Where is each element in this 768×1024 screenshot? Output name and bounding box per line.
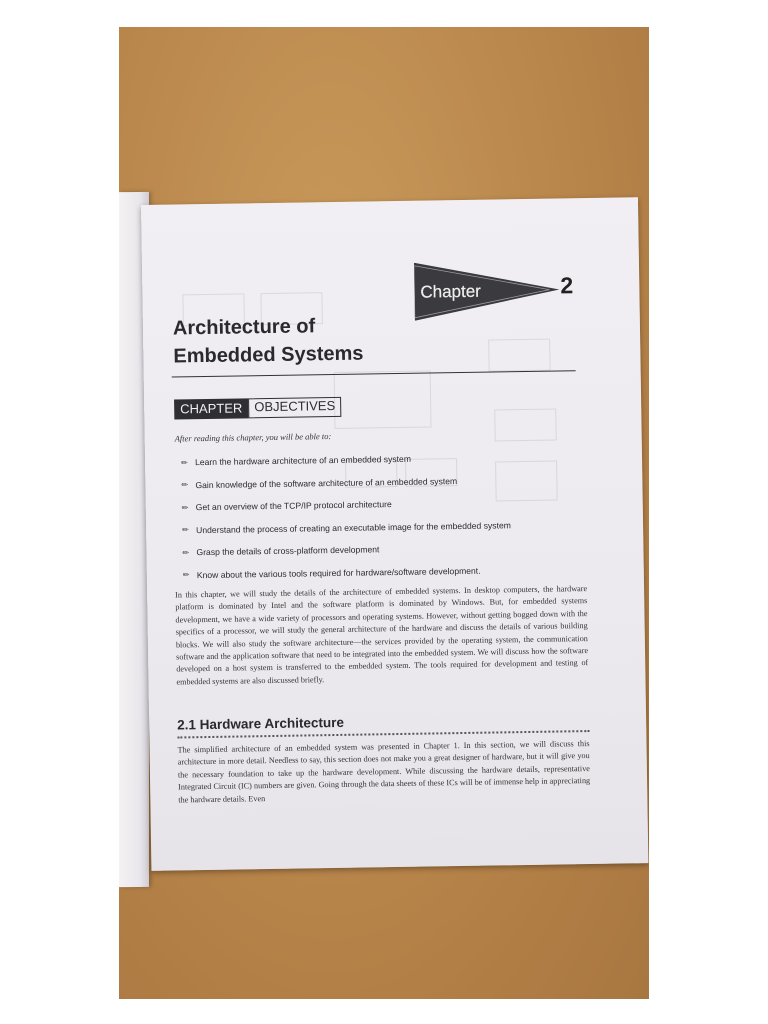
pencil-bullet-icon: ✏ bbox=[182, 525, 189, 535]
chapter-number: 2 bbox=[560, 272, 574, 299]
show-through-box bbox=[488, 339, 550, 372]
show-through-box bbox=[494, 409, 556, 442]
objective-text: Know about the various tools required for hardware/software development. bbox=[196, 565, 481, 580]
objective-text: Get an overview of the TCP/IP protocol architecture bbox=[195, 499, 392, 513]
chapter-title-line1: Architecture of bbox=[172, 315, 316, 340]
chapter-title bbox=[173, 310, 474, 371]
chapter-title-line2: Embedded Systems bbox=[173, 342, 364, 368]
section-paragraph: The simplified architecture of an embedded system was presented in Chapter 1. In this section, we will discuss this architecture in more detail. Needless to say, this section does not make you a great designer of hardware, but it will give you the necessary foundation to take up the hardware development. While discussing the hardware details, representative Integrated Circuit (IC) numbers are given. Going through the data sheets of these ICs will be of immense help in appreciating the hardware details. Even bbox=[177, 739, 591, 805]
pencil-bullet-icon: ✏ bbox=[182, 548, 190, 558]
chapter-label: CHAPTER bbox=[174, 398, 248, 419]
pencil-bullet-icon: ✏ bbox=[180, 458, 188, 468]
show-through-box bbox=[334, 370, 432, 429]
pencil-bullet-icon: ✏ bbox=[181, 503, 189, 513]
chapter-objectives-box bbox=[174, 397, 341, 420]
objective-text: Learn the hardware architecture of an embedded system bbox=[194, 454, 412, 468]
objective-text: Grasp the details of cross-platform development bbox=[196, 544, 380, 558]
objective-text: Understand the process of creating an executable image for the embedded system bbox=[196, 519, 511, 535]
objectives-label: OBJECTIVES bbox=[248, 397, 341, 418]
objectives-list bbox=[181, 445, 583, 586]
book-page bbox=[141, 197, 648, 871]
section-heading: 2.1 Hardware Architecture bbox=[177, 714, 345, 733]
objective-text: Gain knowledge of the software architecture of an embedded system bbox=[195, 475, 458, 490]
pencil-bullet-icon: ✏ bbox=[182, 570, 190, 580]
pencil-bullet-icon: ✏ bbox=[181, 480, 189, 490]
intro-paragraph: In this chapter, we will study the details of the architecture of embedded systems. In desktop computers, the hardware platform is dominated by Intel and the software platform is dominated by Windows. But, for embedded systems development, we have a wide variety of processors and operating systems. However, without getting bogged down with the specifics of a processor, we will study the general architecture of the hardware and discuss the details of various building blocks. We will also study the software architecture—the services provided by the operating system, the communication software and the application software that need to be integrated into the embedded system. We will discuss how the software developed on a host system is transferred to the embedded system. The tools required for development and testing of embedded systems are also discussed briefly. bbox=[175, 584, 589, 687]
objectives-intro: After reading this chapter, you will be able to: bbox=[174, 431, 332, 444]
chapter-tab-label: Chapter bbox=[420, 281, 482, 302]
desk-background bbox=[119, 27, 649, 999]
